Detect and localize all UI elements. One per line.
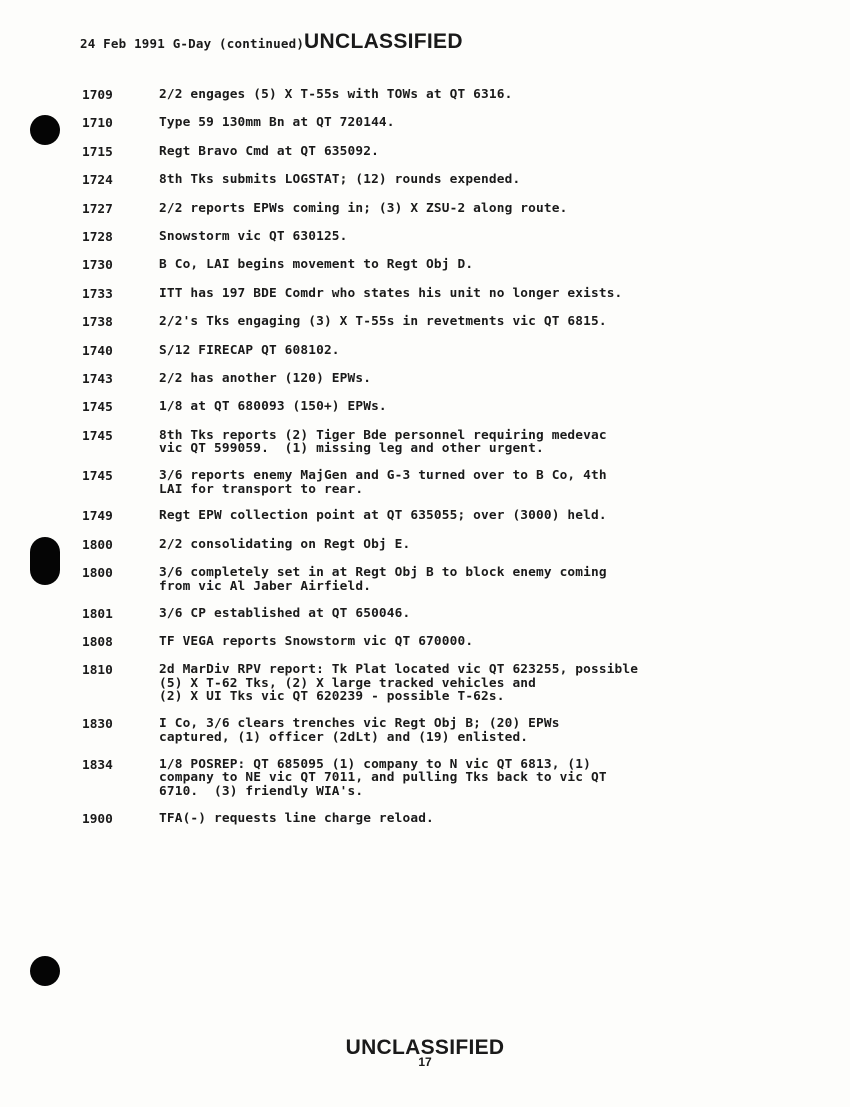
entry-time: 1709 [82, 88, 113, 103]
log-entry [82, 202, 782, 217]
entry-time: 1830 [82, 717, 113, 733]
page-number: 17 [418, 1055, 432, 1069]
log-entries [82, 88, 782, 840]
punch-hole-double [30, 537, 60, 585]
entry-time: 1810 [82, 663, 113, 679]
entry-text: 2/2 consolidating on Regt Obj E. [159, 536, 411, 552]
entry-text: 3/6 reports enemy MajGen and G-3 turned over to B Co, 4th LAI for transport to rear. [159, 468, 607, 497]
entry-time: 1733 [82, 286, 113, 302]
log-entry [82, 116, 782, 131]
entry-time: 1808 [82, 635, 113, 651]
log-entry [82, 230, 782, 245]
entry-time: 1800 [82, 566, 113, 582]
log-entry [82, 607, 782, 622]
entry-text: 2d MarDiv RPV report: Tk Plat located vic QT 623255, possible (5) X T-62 Tks, (2) X large tracked vehicles and (2) X UI Tks vic QT 620239 - possible T-62s. [159, 662, 639, 705]
header-date-line: 24 Feb 1991 G-Day (continued) [80, 36, 305, 51]
entry-time: 1749 [82, 509, 113, 525]
entry-text: 2/2 engages (5) X T-55s with TOWs at QT 6316. [159, 87, 513, 102]
log-entry [82, 173, 782, 188]
entry-text: I Co, 3/6 clears trenches vic Regt Obj B; (20) EPWs captured, (1) officer (2dLt) and (19) enlisted. [159, 716, 560, 745]
entry-text: 2/2 reports EPWs coming in; (3) X ZSU-2 along route. [159, 200, 568, 216]
page-footer [0, 1036, 850, 1069]
entry-time: 1740 [82, 343, 113, 359]
entry-text: TFA(-) requests line charge reload. [159, 810, 434, 826]
entry-text: 1/8 at QT 680093 (150+) EPWs. [159, 399, 387, 415]
page-header [80, 30, 463, 54]
entry-time: 1834 [82, 757, 113, 773]
log-entry [82, 812, 782, 827]
log-entry [82, 258, 782, 273]
log-entry [82, 538, 782, 553]
entry-time: 1738 [82, 315, 113, 331]
entry-text: TF VEGA reports Snowstorm vic QT 670000. [159, 634, 474, 650]
entry-text: Type 59 130mm Bn at QT 720144. [159, 115, 395, 131]
log-entry [82, 315, 782, 330]
punch-hole [30, 956, 60, 986]
log-entry [82, 663, 782, 704]
entry-text: 3/6 completely set in at Regt Obj B to block enemy coming from vic Al Jaber Airfield. [159, 565, 607, 594]
footer-classification: UNCLASSIFIED [345, 1036, 505, 1059]
entry-text: 1/8 POSREP: QT 685095 (1) company to N vic QT 6813, (1) company to NE vic QT 7011, and pulling Tks back to vic QT 6710. (3) friendly WIA's. [159, 756, 607, 799]
entry-text: 8th Tks submits LOGSTAT; (12) rounds expended. [159, 172, 521, 188]
log-entry [82, 717, 782, 744]
log-entry [82, 88, 782, 103]
entry-time: 1900 [82, 811, 113, 827]
log-entry [82, 400, 782, 415]
entry-time: 1728 [82, 229, 113, 245]
punch-hole [30, 115, 60, 145]
log-entry [82, 344, 782, 359]
entry-text: 3/6 CP established at QT 650046. [159, 605, 411, 621]
entry-text: 2/2 has another (120) EPWs. [159, 370, 372, 386]
entry-time: 1710 [82, 116, 113, 132]
entry-text: Snowstorm vic QT 630125. [159, 228, 348, 244]
entry-text: 2/2's Tks engaging (3) X T-55s in revetments vic QT 6815. [159, 314, 607, 330]
entry-time: 1715 [82, 144, 113, 160]
entry-text: ITT has 197 BDE Comdr who states his unit no longer exists. [159, 285, 623, 301]
entry-time: 1730 [82, 258, 113, 274]
entry-time: 1800 [82, 537, 113, 553]
entry-text: 8th Tks reports (2) Tiger Bde personnel requiring medevac vic QT 599059. (1) missing leg and other urgent. [159, 427, 607, 457]
entry-text: S/12 FIRECAP QT 608102. [159, 342, 340, 358]
entry-time: 1801 [82, 606, 113, 622]
log-entry [82, 372, 782, 387]
entry-time: 1745 [82, 428, 113, 444]
entry-time: 1727 [82, 201, 113, 217]
log-entry [82, 287, 782, 302]
entry-time: 1743 [82, 371, 113, 387]
log-entry [82, 635, 782, 650]
log-entry [82, 509, 782, 524]
entry-time: 1745 [82, 400, 113, 416]
entry-text: B Co, LAI begins movement to Regt Obj D. [159, 257, 474, 273]
entry-text: Regt Bravo Cmd at QT 635092. [159, 143, 379, 159]
entry-time: 1724 [82, 173, 113, 189]
log-entry [82, 469, 782, 496]
entry-text: Regt EPW collection point at QT 635055; over (3000) held. [159, 508, 607, 524]
log-entry [82, 145, 782, 160]
header-classification: UNCLASSIFIED [304, 30, 463, 53]
log-entry [82, 566, 782, 593]
log-entry [82, 429, 782, 456]
entry-time: 1745 [82, 469, 113, 485]
log-entry [82, 758, 782, 799]
